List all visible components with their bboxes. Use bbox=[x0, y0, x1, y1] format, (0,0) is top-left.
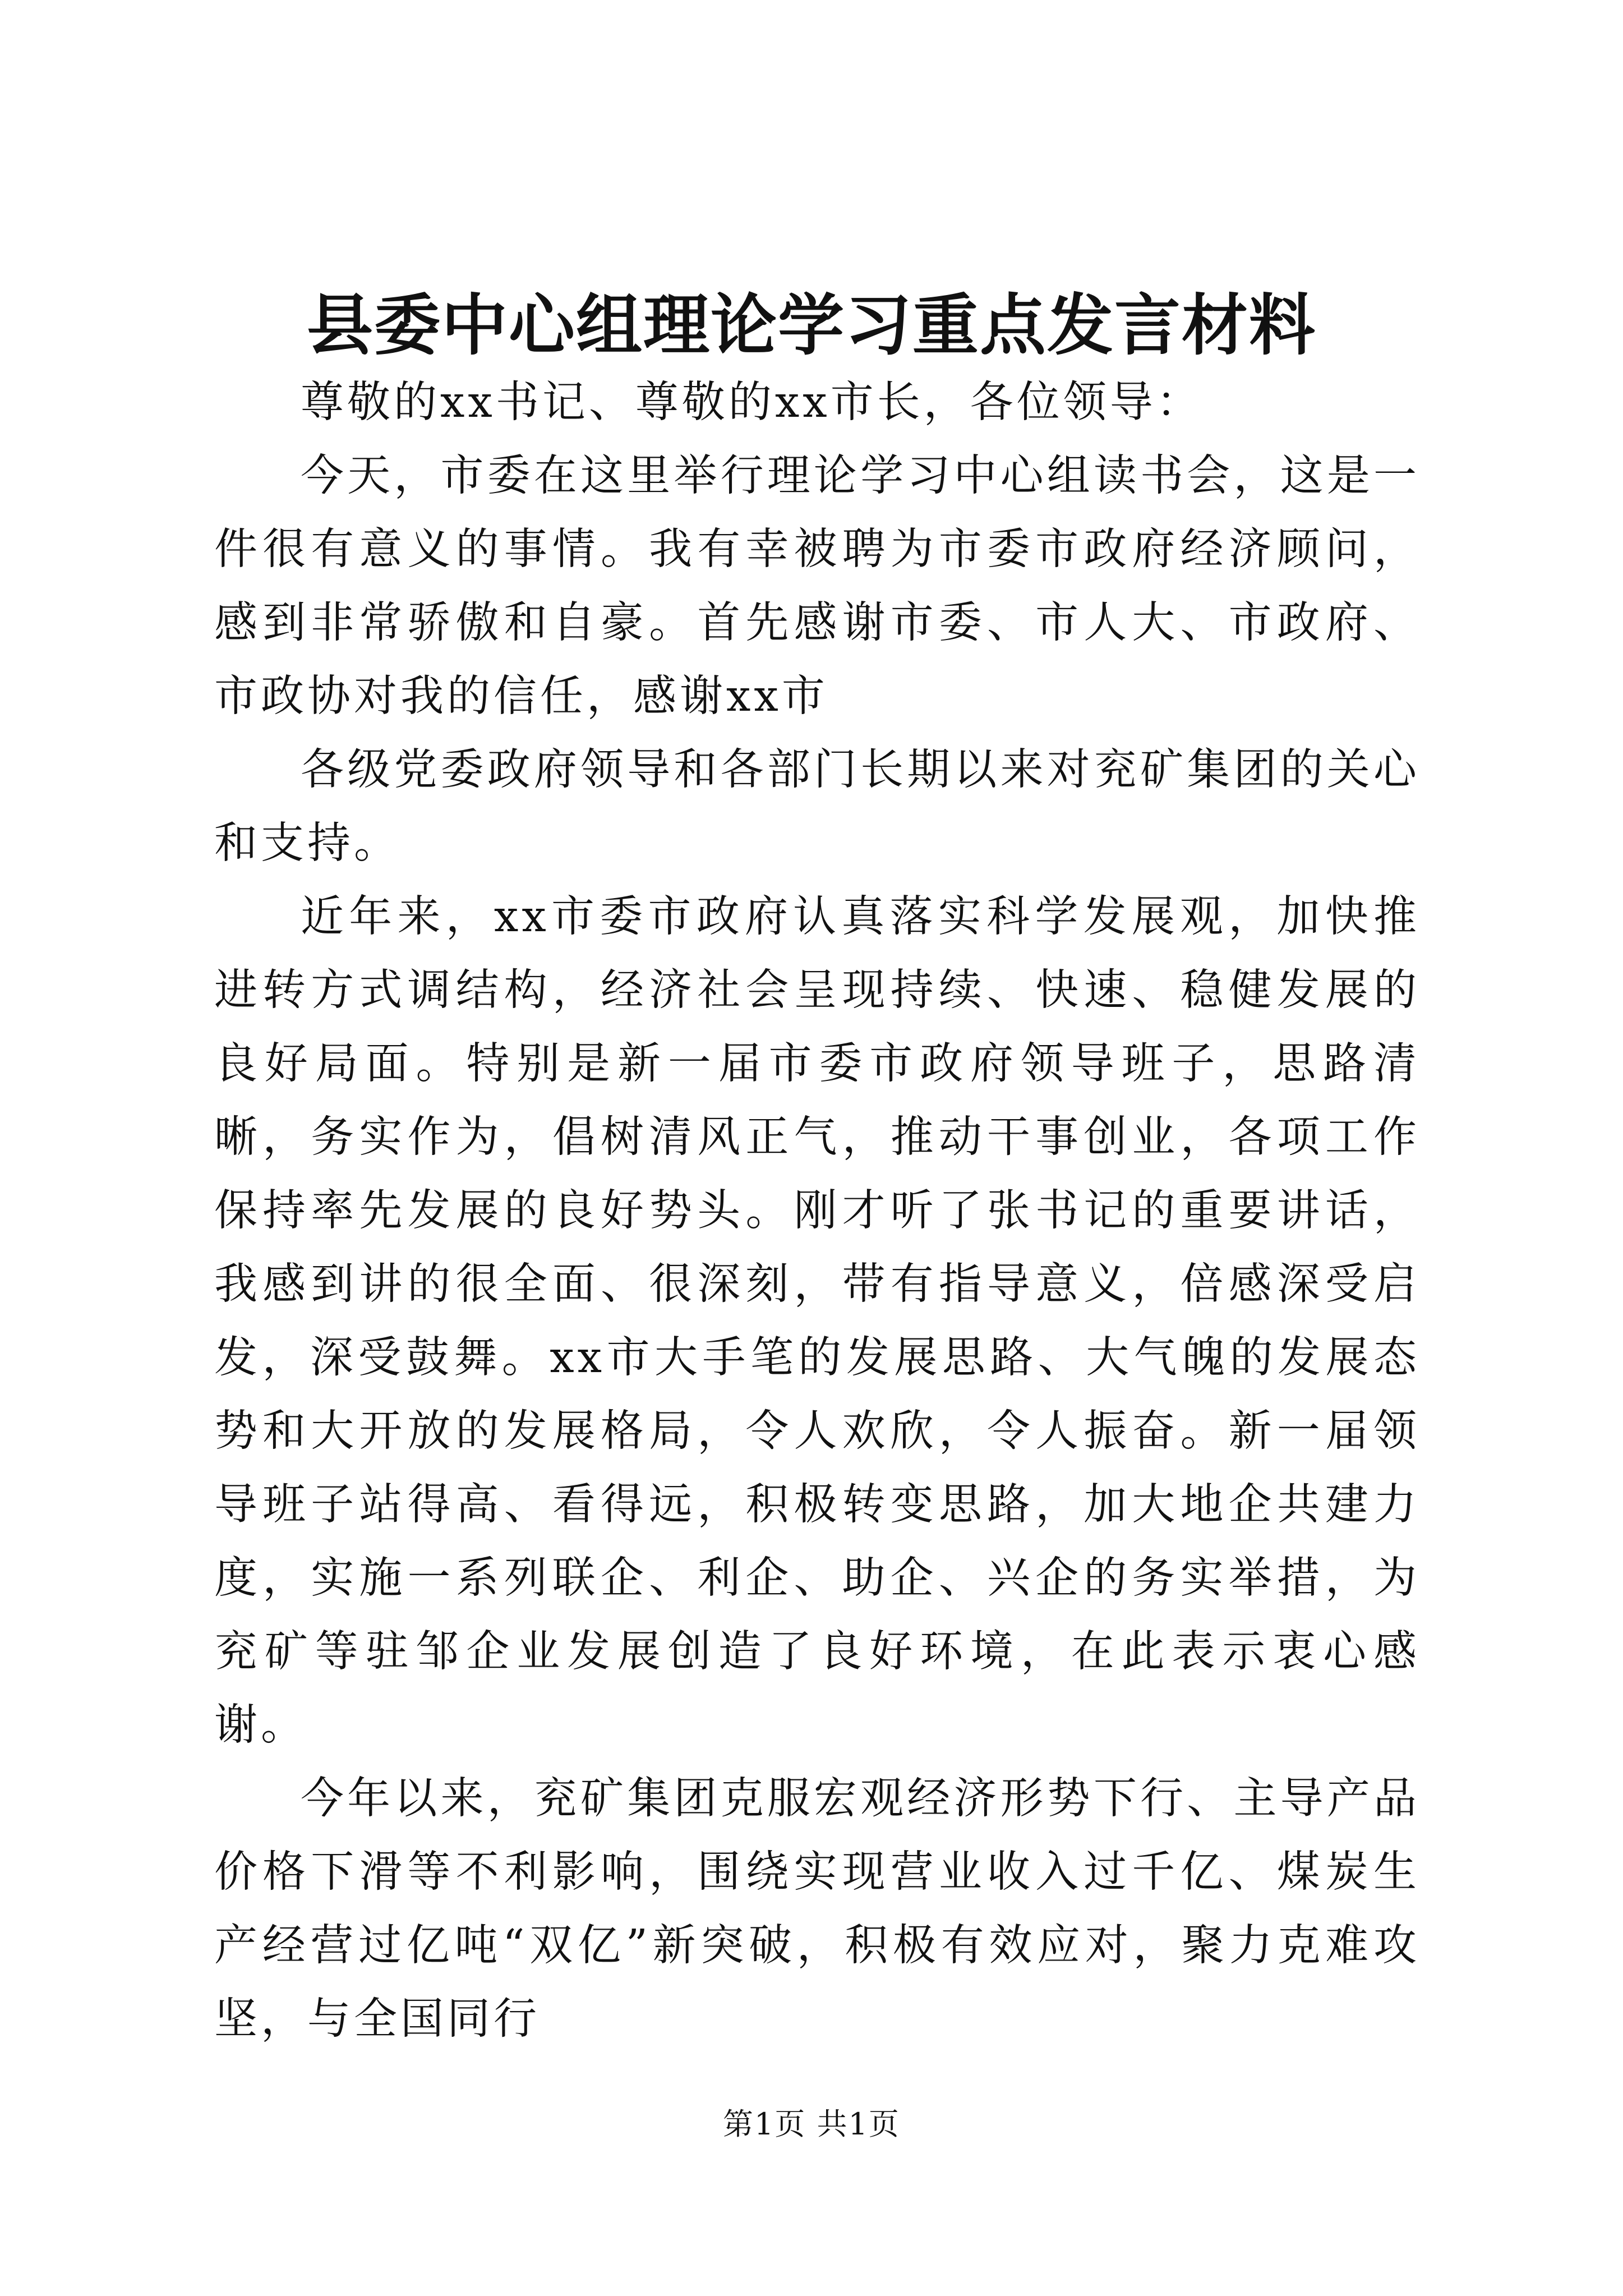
document-body bbox=[214, 366, 1420, 2056]
body-paragraph: 各级党委政府领导和各部门长期以来对兖矿集团的关心和支持。 bbox=[214, 745, 1420, 868]
body-paragraph: 今年以来，兖矿集团克服宏观经济形势下行、主导产品价格下滑等不利影响，围绕实现营业收入过千亿、煤炭生产经营过亿吨“双亿”新突破，积极有效应对，聚力克难攻坚，与全国同行 bbox=[214, 1774, 1420, 2044]
body-paragraph: 今天，市委在这里举行理论学习中心组读书会，这是一件很有意义的事情。我有幸被聘为市委市政府经济顾问，感到非常骄傲和自豪。首先感谢市委、市人大、市政府、市政协对我的信任，感谢xx市 bbox=[214, 451, 1420, 721]
salutation-paragraph: 尊敬的xx书记、尊敬的xx市长，各位领导： bbox=[301, 378, 1203, 427]
page-number-footer: 第1页 共1页 bbox=[723, 2106, 900, 2142]
document-title: 县委中心组理论学习重点发言材料 bbox=[306, 286, 1316, 364]
body-paragraph: 近年来，xx市委市政府认真落实科学发展观，加快推进转方式调结构，经济社会呈现持续、快速、稳健发展的良好局面。特别是新一届市委市政府领导班子，思路清晰，务实作为，倡树清风正气，推动干事创业，各项工作保持率先发展的良好势头。刚才听了张书记的重要讲话，我感到讲的很全面、很深刻，带有指导意义，倍感深受启发，深受鼓舞。xx市大手笔的发展思路、大气魄的发展态势和大开放的发展格局，令人欢欣，令人振奋。新一届领导班子站得高、看得远，积极转变思路，加大地企共建力度，实施一系列联企、利企、助企、兴企的务实举措，为兖矿等驻邹企业发展创造了良好环境，在此表示衷心感谢。 bbox=[214, 892, 1420, 1750]
